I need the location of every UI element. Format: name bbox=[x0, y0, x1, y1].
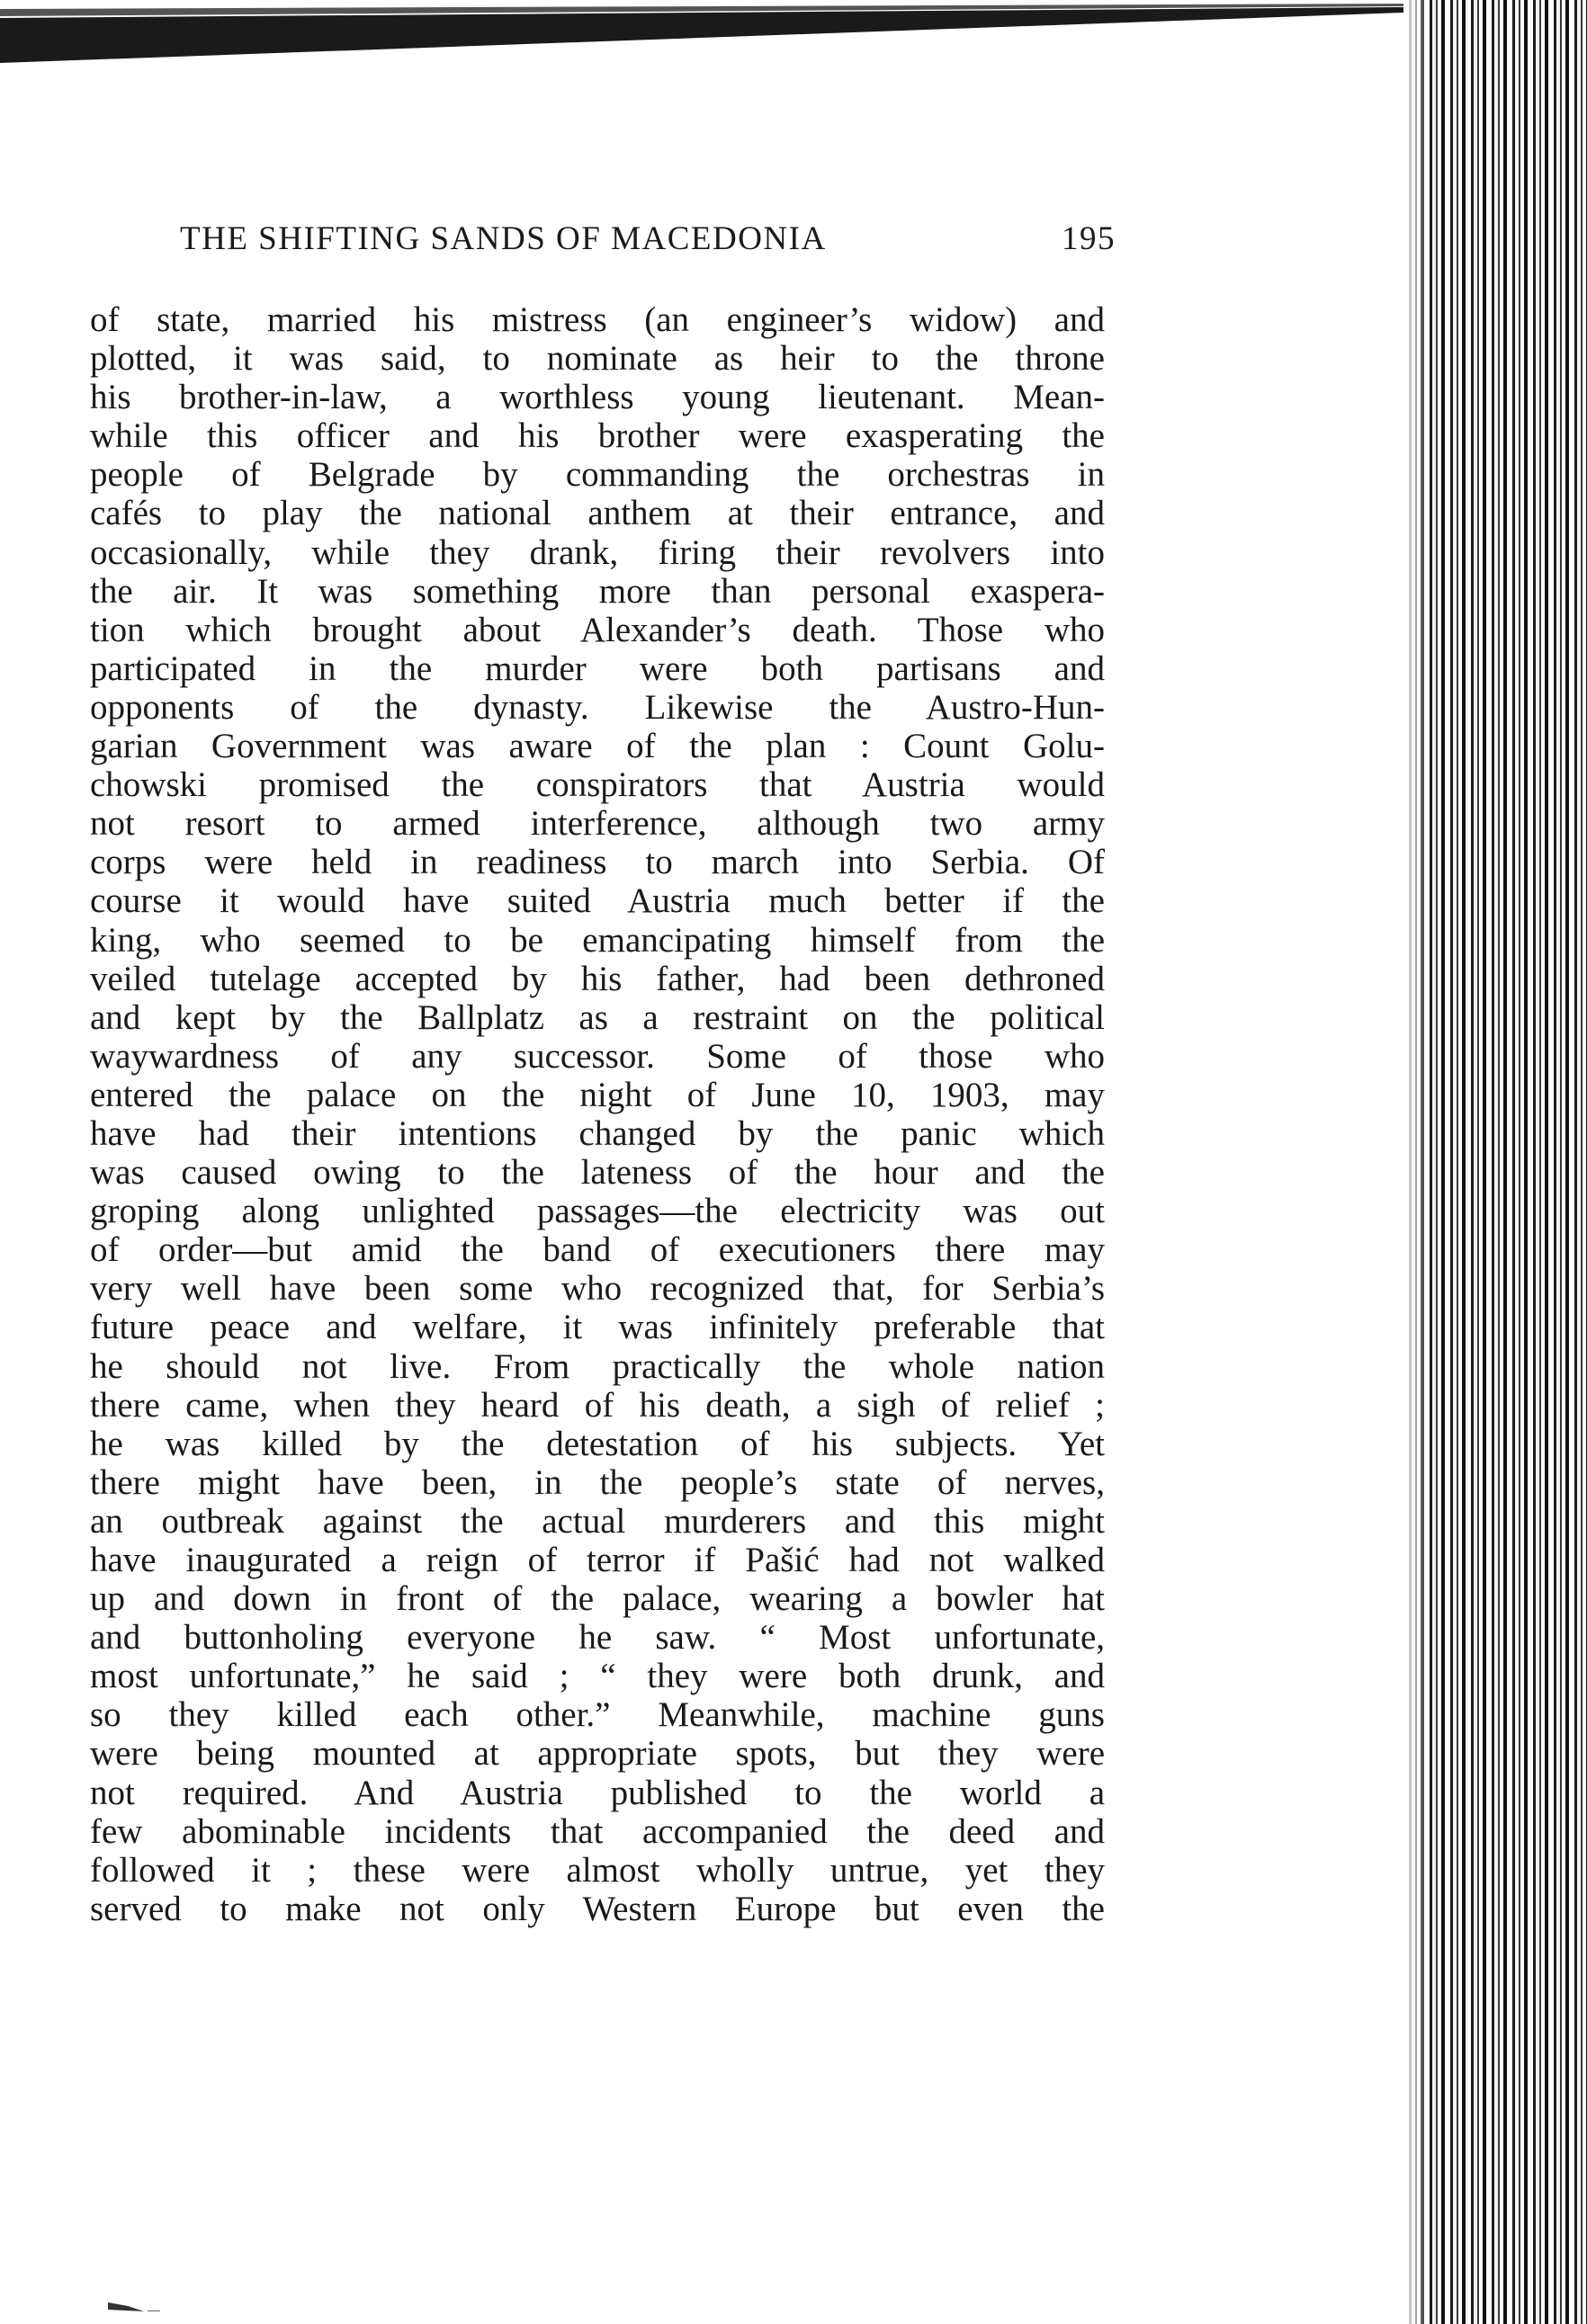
page-edge-shadow bbox=[1403, 0, 1430, 2324]
text-line: participated in the murder were both partisans and bbox=[90, 648, 1105, 688]
text-line: was caused owing to the lateness of the hour and the bbox=[90, 1153, 1105, 1193]
text-line: corps were held in readiness to march into Serbia. Of bbox=[90, 843, 1105, 882]
text-line: few abominable incidents that accompanied the deed and bbox=[90, 1811, 1105, 1851]
text-line: followed it ; these were almost wholly untrue, yet they bbox=[90, 1850, 1105, 1890]
text-line: he should not live. From practically the whole nation bbox=[90, 1346, 1105, 1386]
text-line: waywardness of any successor. Some of those who bbox=[90, 1036, 1105, 1076]
text-line: and kept by the Ballplatz as a restraint on the political bbox=[90, 997, 1105, 1037]
text-line: he was killed by the detestation of his subjects. Yet bbox=[90, 1424, 1105, 1463]
text-line: there came, when they heard of his death, a sigh of relief ; bbox=[90, 1385, 1105, 1425]
text-line: plotted, it was said, to nominate as heir to the throne bbox=[90, 339, 1105, 379]
text-line: most unfortunate,” he said ; “ they were both drunk, and bbox=[90, 1657, 1105, 1696]
page-number: 195 bbox=[1062, 220, 1116, 257]
scan-mark-bottom bbox=[108, 2301, 162, 2313]
text-line: entered the palace on the night of June 10, 1903, may bbox=[90, 1075, 1105, 1114]
text-line: not resort to armed interference, although two army bbox=[90, 804, 1105, 844]
text-line: there might have been, in the people’s state of nerves, bbox=[90, 1462, 1105, 1502]
text-line: while this officer and his brother were exasperating the bbox=[90, 416, 1105, 456]
text-line: served to make not only Western Europe but even the bbox=[90, 1889, 1105, 1928]
text-line: future peace and welfare, it was infinitely preferable that bbox=[90, 1308, 1105, 1347]
text-line: people of Belgrade by commanding the orchestras in bbox=[90, 455, 1105, 495]
text-line: and buttonholing everyone he saw. “ Most unfortunate, bbox=[90, 1618, 1105, 1658]
text-line: of order—but amid the band of executioners there may bbox=[90, 1230, 1105, 1270]
text-line: have had their intentions changed by the panic which bbox=[90, 1113, 1105, 1153]
text-line: so they killed each other.” Meanwhile, machine guns bbox=[90, 1695, 1105, 1735]
running-head bbox=[180, 219, 1116, 273]
text-line: king, who seemed to be emancipating himself from the bbox=[90, 920, 1105, 960]
book-page-edge bbox=[1403, 0, 1587, 2324]
text-line: garian Government was aware of the plan : Count Golu- bbox=[90, 727, 1105, 766]
text-line: occasionally, while they drank, firing their revolvers into bbox=[90, 532, 1105, 572]
text-line: the air. It was something more than personal exaspera- bbox=[90, 571, 1105, 611]
text-line: not required. And Austria published to the world a bbox=[90, 1773, 1105, 1812]
text-line: his brother-in-law, a worthless young lieutenant. Mean- bbox=[90, 378, 1105, 417]
running-title: THE SHIFTING SANDS OF MACEDONIA bbox=[180, 220, 827, 257]
text-line: veiled tutelage accepted by his father, had been dethroned bbox=[90, 959, 1105, 998]
text-line: tion which brought about Alexander’s death. Those who bbox=[90, 610, 1105, 649]
text-line: very well have been some who recognized that, for Serbia’s bbox=[90, 1269, 1105, 1309]
scan-edge-top-artifact bbox=[0, 0, 1403, 72]
text-line: have inaugurated a reign of terror if Pašić had not walked bbox=[90, 1541, 1105, 1579]
text-line: were being mounted at appropriate spots, but they were bbox=[90, 1734, 1105, 1774]
text-line: opponents of the dynasty. Likewise the Austro-Hun- bbox=[90, 687, 1105, 727]
text-line: up and down in front of the palace, wearing a bowler hat bbox=[90, 1579, 1105, 1619]
body-text bbox=[90, 300, 1105, 1928]
text-line: course it would have suited Austria much better if the bbox=[90, 881, 1105, 921]
text-line: an outbreak against the actual murderers and this might bbox=[90, 1501, 1105, 1541]
text-line: cafés to play the national anthem at their entrance, and bbox=[90, 494, 1105, 533]
text-line: chowski promised the conspirators that Austria would bbox=[90, 765, 1105, 805]
text-line: groping along unlighted passages—the electricity was out bbox=[90, 1192, 1105, 1231]
text-line: of state, married his mistress (an engineer’s widow) and bbox=[90, 300, 1105, 339]
